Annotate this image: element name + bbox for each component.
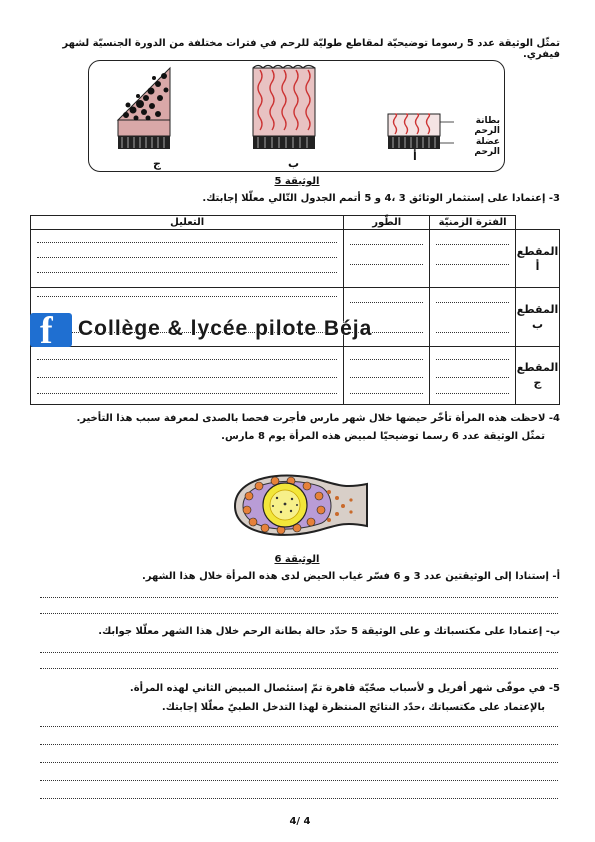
answer-table [30, 215, 560, 405]
annotation-lining: بطانة الرحم [474, 116, 500, 136]
row-label-c: المقطع ج [516, 346, 560, 404]
figure-5-caption: الوثيقة 5 [274, 176, 320, 187]
header-justification: التعليل [31, 216, 344, 230]
table-row [31, 230, 560, 288]
question-4a: أ- إستنادا إلى الوثيقتين عدد 3 و 6 فسّر غياب الحيض لدى هذه المرأة خلال هذا الشهر. [142, 571, 560, 582]
question-5: 5- في موفّى شهر أفريل و لأسباب صحّيّة قاهرة تمّ إستئصال المبيض الثاني لهذه المرأة. [129, 683, 560, 694]
label-c: ج [153, 157, 161, 170]
answer-line[interactable] [40, 652, 558, 653]
answer-line[interactable] [40, 597, 558, 598]
row-label-b: المقطع ب [516, 288, 560, 346]
answer-line[interactable] [40, 668, 558, 669]
page-number: 4/ 4 [289, 816, 311, 827]
watermark-text: Collège & lycée pilote Béja [78, 317, 373, 340]
uterus-section-c [118, 68, 170, 149]
answer-line[interactable] [40, 762, 558, 763]
phase-cell-c[interactable] [344, 346, 430, 404]
question-4b: ب- إعتمادا على مكتسباتك و على الوثيقة 5 حدّد حالة بطانة الرحم خلال هذا الشهر معلّلا جوابك. [98, 626, 560, 637]
period-cell-c[interactable] [430, 346, 516, 404]
answer-line[interactable] [40, 780, 558, 781]
period-cell-a[interactable] [430, 230, 516, 288]
answer-line[interactable] [40, 744, 558, 745]
header-phase: الطّور [344, 216, 430, 230]
figure-6-caption: الوثيقة 6 [274, 554, 320, 565]
answer-line[interactable] [40, 798, 558, 799]
justification-cell-c[interactable] [31, 346, 344, 404]
table-row [31, 346, 560, 404]
uterus-section-a [388, 114, 454, 149]
annotation-muscle: عضلة الرحم [474, 137, 500, 157]
ovary-drawing [225, 466, 370, 544]
row-label-a: المقطع أ [516, 230, 560, 288]
intro-text: تمثّل الوثيقة عدد 5 رسوما توضيحيّة لمقاطع طوليّة للرحم في فترات مختلفة من الدورة الجنسيّة لشهر فيفري. [62, 38, 560, 60]
question-4-doc6: تمثّل الوثيقة عدد 6 رسما توضيحيّا لمبيض هذه المرأة يوم 8 مارس. [221, 431, 545, 442]
figure-5-drawing [88, 60, 503, 172]
phase-cell-a[interactable] [344, 230, 430, 288]
logo-icon: f [30, 313, 72, 347]
header-period: الفترة الزمنيّة [430, 216, 516, 230]
justification-cell-a[interactable] [31, 230, 344, 288]
question-5-instruction: بالإعتماد على مكتسباتك ،حدّد النتائج المنتظرة لهذا التدخل الطبيّ معلّلا إجابتك. [161, 702, 545, 713]
school-watermark [30, 310, 480, 352]
answer-line[interactable] [40, 613, 558, 614]
question-4: 4- لاحظت هذه المرأة تأخّر حيضها خلال شهر مارس فأجرت فحصا بالصدى لمعرفة سبب هذا التأخير. [76, 413, 560, 424]
label-a: أ [413, 150, 417, 163]
label-b: ب [288, 157, 300, 170]
uterus-section-b [253, 66, 315, 150]
answer-line[interactable] [40, 726, 558, 727]
question-3: 3- إعتمادا على إستثمار الوثائق 3 ،4 و 5 أتمم الجدول التّالي معلّلا إجابتك. [202, 193, 560, 204]
